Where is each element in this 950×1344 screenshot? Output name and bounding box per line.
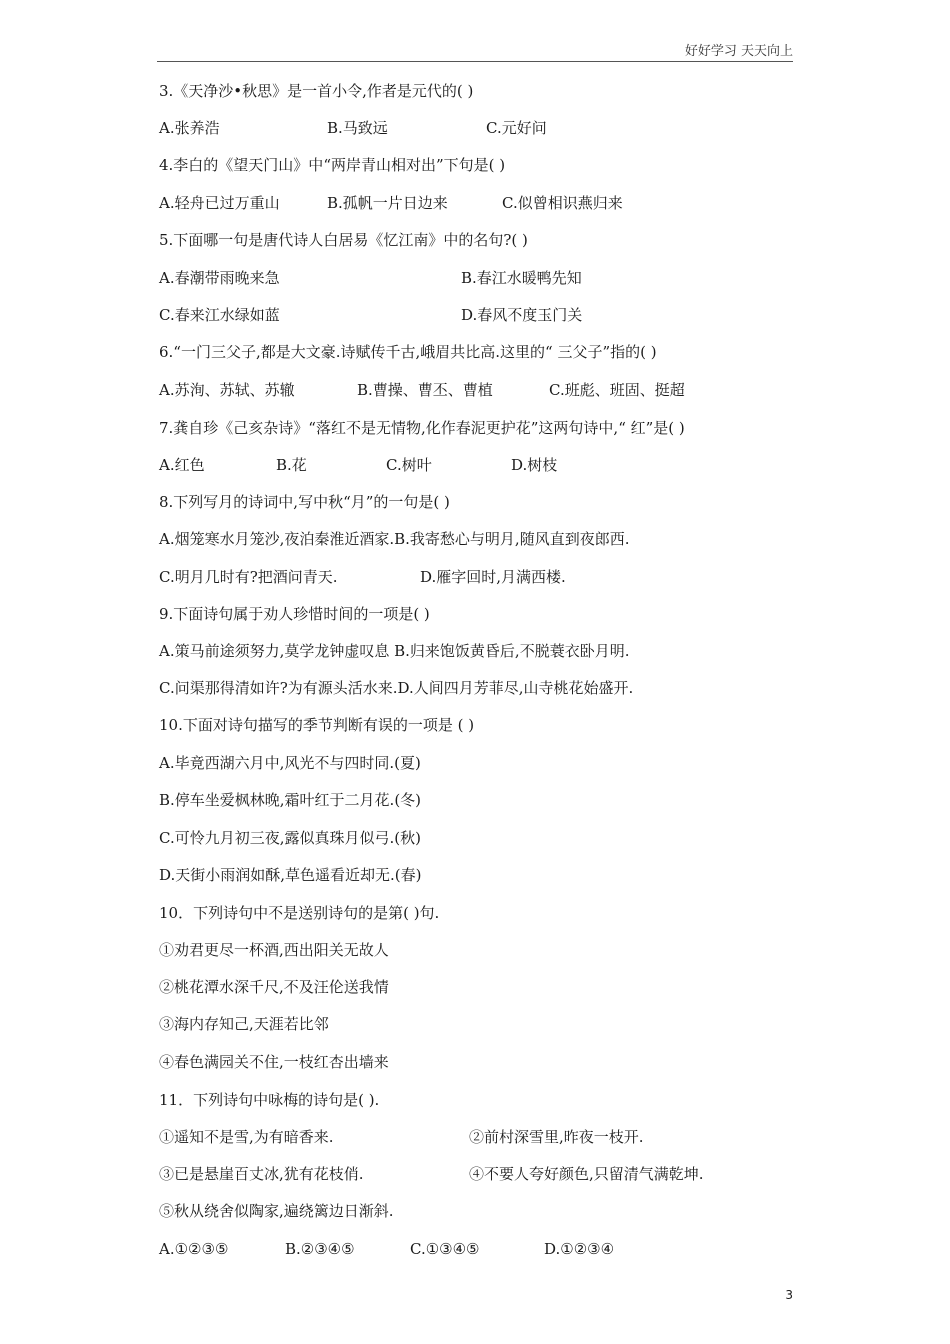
q8-a-line: A.烟笼寒水月笼沙,夜泊秦淮近酒家.B.我寄愁心与明月,随风直到夜郎西.: [159, 530, 630, 548]
q3-opts-option-2: B.马致远: [327, 119, 388, 137]
q11-opts-option-3: C.①③④⑤: [410, 1240, 480, 1258]
q6-line: 6.“一门三父子,都是大文豪.诗赋传千古,峨眉共比高.这里的“ 三父子”指的( ): [159, 343, 657, 361]
q6-opts-option-1: A.苏洵、苏轼、苏辙: [159, 381, 295, 399]
q3-opts-option-1: A.张养浩: [159, 119, 220, 137]
q8-line: 8.下列写月的诗词中,写中秋“月”的一句是( ): [159, 493, 450, 511]
q11-5-line: ⑤秋从绕舍似陶家,遍绕篱边日渐斜.: [159, 1202, 394, 1220]
q11-34-option-1: ③已是悬崖百丈冰,犹有花枝俏.: [159, 1165, 364, 1183]
q9-line: 9.下面诗句属于劝人珍惜时间的一项是( ): [159, 605, 430, 623]
q5-opts-1-option-1: A.春潮带雨晚来急: [159, 269, 280, 287]
page-header: 好好学习 天天向上: [684, 44, 793, 59]
q11-12-option-2: ②前村深雪里,昨夜一枝开.: [469, 1128, 644, 1146]
q10b-line: 10．下列诗句中不是送别诗句的是第( )句.: [159, 904, 440, 922]
q11-opts-option-4: D.①②③④: [544, 1240, 615, 1258]
q7-opts-option-1: A.红色: [159, 456, 205, 474]
q10b-2-line: ②桃花潭水深千尺,不及汪伦送我情: [159, 978, 389, 996]
q6-opts-option-3: C.班彪、班固、挺超: [549, 381, 685, 399]
q4-opts-option-3: C.似曾相识燕归来: [502, 194, 623, 212]
q7-opts-option-3: C.树叶: [386, 456, 432, 474]
q10-line: 10.下面对诗句描写的季节判断有误的一项是 ( ): [159, 716, 475, 734]
q8-c-option-2: D.雁字回时,月满西楼.: [420, 568, 566, 586]
q4-line: 4.李白的《望天门山》中“两岸青山相对出”下句是( ): [159, 156, 506, 174]
q10b-3-line: ③海内存知己,天涯若比邻: [159, 1015, 329, 1033]
q5-opts-2-option-2: D.春风不度玉门关: [461, 306, 583, 324]
q11-opts-option-1: A.①②③⑤: [159, 1240, 229, 1258]
q5-opts-2-option-1: C.春来江水绿如蓝: [159, 306, 280, 324]
q7-opts-option-4: D.树枝: [511, 456, 558, 474]
q10-a-line: A.毕竟西湖六月中,风光不与四时同.(夏): [159, 754, 421, 772]
q6-opts-option-2: B.曹操、曹丕、曹植: [357, 381, 493, 399]
q11-line: 11．下列诗句中咏梅的诗句是( ).: [159, 1091, 380, 1109]
q3-opts-option-3: C.元好问: [486, 119, 547, 137]
q10b-1-line: ①劝君更尽一杯酒,西出阳关无故人: [159, 941, 389, 959]
q9-c-line: C.问渠那得清如许?为有源头活水来.D.人间四月芳菲尽,山寺桃花始盛开.: [159, 679, 634, 697]
q11-opts-option-2: B.②③④⑤: [285, 1240, 355, 1258]
q4-opts-option-1: A.轻舟已过万重山: [159, 194, 280, 212]
q11-12-option-1: ①遥知不是雪,为有暗香来.: [159, 1128, 334, 1146]
q3-line: 3.《天净沙•秋思》是一首小令,作者是元代的( ): [159, 82, 474, 100]
q8-c-option-1: C.明月几时有?把酒问青天.: [159, 568, 338, 586]
q7-line: 7.龚自珍《己亥杂诗》“落红不是无情物,化作春泥更护花”这两句诗中,“ 红”是( ): [159, 419, 685, 437]
page-number: 3: [785, 1288, 793, 1302]
q10b-4-line: ④春色满园关不住,一枝红杏出墙来: [159, 1053, 389, 1071]
q5-line: 5.下面哪一句是唐代诗人白居易《忆江南》中的名句?( ): [159, 231, 528, 249]
q10-c-line: C.可怜九月初三夜,露似真珠月似弓.(秋): [159, 829, 421, 847]
q10-d-line: D.天街小雨润如酥,草色遥看近却无.(春): [159, 866, 422, 884]
q5-opts-1-option-2: B.春江水暖鸭先知: [461, 269, 582, 287]
header-rule: [157, 61, 793, 62]
q4-opts-option-2: B.孤帆一片日边来: [327, 194, 448, 212]
q10-b-line: B.停车坐爱枫林晚,霜叶红于二月花.(冬): [159, 791, 422, 809]
q9-a-line: A.策马前途须努力,莫学龙钟虚叹息 B.归来饱饭黄昏后,不脱蓑衣卧月明.: [159, 642, 630, 660]
q7-opts-option-2: B.花: [276, 456, 307, 474]
q11-34-option-2: ④不要人夸好颜色,只留清气满乾坤.: [469, 1165, 704, 1183]
